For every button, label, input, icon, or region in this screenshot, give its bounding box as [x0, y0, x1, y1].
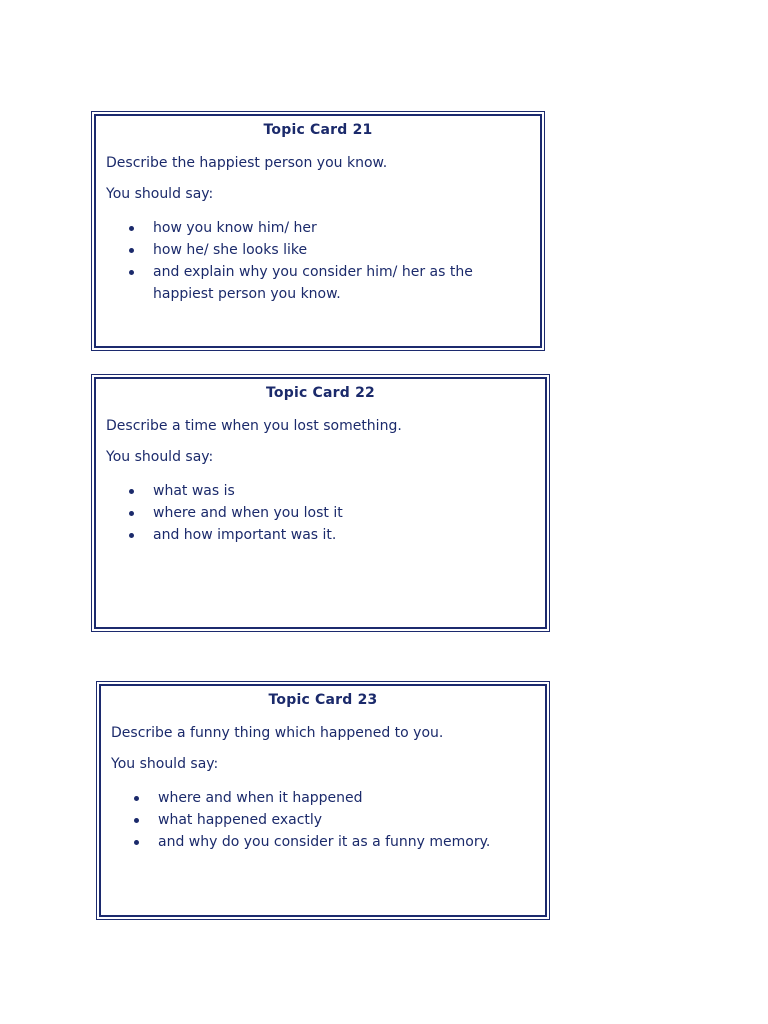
bullet-item — [106, 217, 533, 239]
bullet-text: how you know him/ her — [153, 220, 317, 236]
bullet-text: what happened exactly — [158, 812, 323, 828]
should-say-label: You should say: — [106, 186, 214, 202]
bullet-text: how he/ she looks like — [153, 242, 308, 258]
bullet-text: and explain why you consider him/ her as the happiest person you know. — [153, 264, 473, 302]
bullet-dot-icon — [129, 511, 134, 516]
bullet-dot-icon — [134, 840, 139, 845]
bullet-list — [106, 480, 533, 546]
bullet-list — [111, 787, 538, 853]
bullet-item — [106, 502, 533, 524]
card-title: Topic Card 22 — [266, 385, 375, 401]
card-title: Topic Card 23 — [268, 692, 378, 708]
card-title: Topic Card 21 — [263, 122, 373, 138]
topic-card-23 — [99, 684, 547, 917]
describe-prompt: Describe a time when you lost something. — [106, 418, 402, 434]
bullet-dot-icon — [129, 248, 134, 253]
bullet-list — [106, 217, 533, 305]
should-say-label: You should say: — [111, 756, 219, 772]
bullet-dot-icon — [129, 270, 134, 275]
bullet-item — [111, 809, 538, 831]
bullet-dot-icon — [129, 533, 134, 538]
describe-prompt: Describe a funny thing which happened to you. — [111, 725, 444, 741]
bullet-item — [106, 480, 533, 502]
bullet-dot-icon — [134, 796, 139, 801]
bullet-item — [106, 239, 533, 261]
bullet-item — [111, 787, 538, 809]
bullet-item — [106, 524, 533, 546]
topic-card-21 — [94, 114, 542, 348]
bullet-dot-icon — [134, 818, 139, 823]
topic-card-22 — [94, 377, 547, 629]
bullet-text: and why do you consider it as a funny memory. — [158, 834, 491, 850]
bullet-text: where and when it happened — [158, 790, 363, 806]
bullet-item — [106, 261, 533, 305]
bullet-text: what was is — [153, 483, 235, 499]
describe-prompt: Describe the happiest person you know. — [106, 155, 388, 171]
bullet-text: and how important was it. — [153, 527, 337, 543]
should-say-label: You should say: — [106, 449, 214, 465]
bullet-dot-icon — [129, 489, 134, 494]
bullet-item — [111, 831, 538, 853]
bullet-text: where and when you lost it — [153, 505, 343, 521]
bullet-dot-icon — [129, 226, 134, 231]
